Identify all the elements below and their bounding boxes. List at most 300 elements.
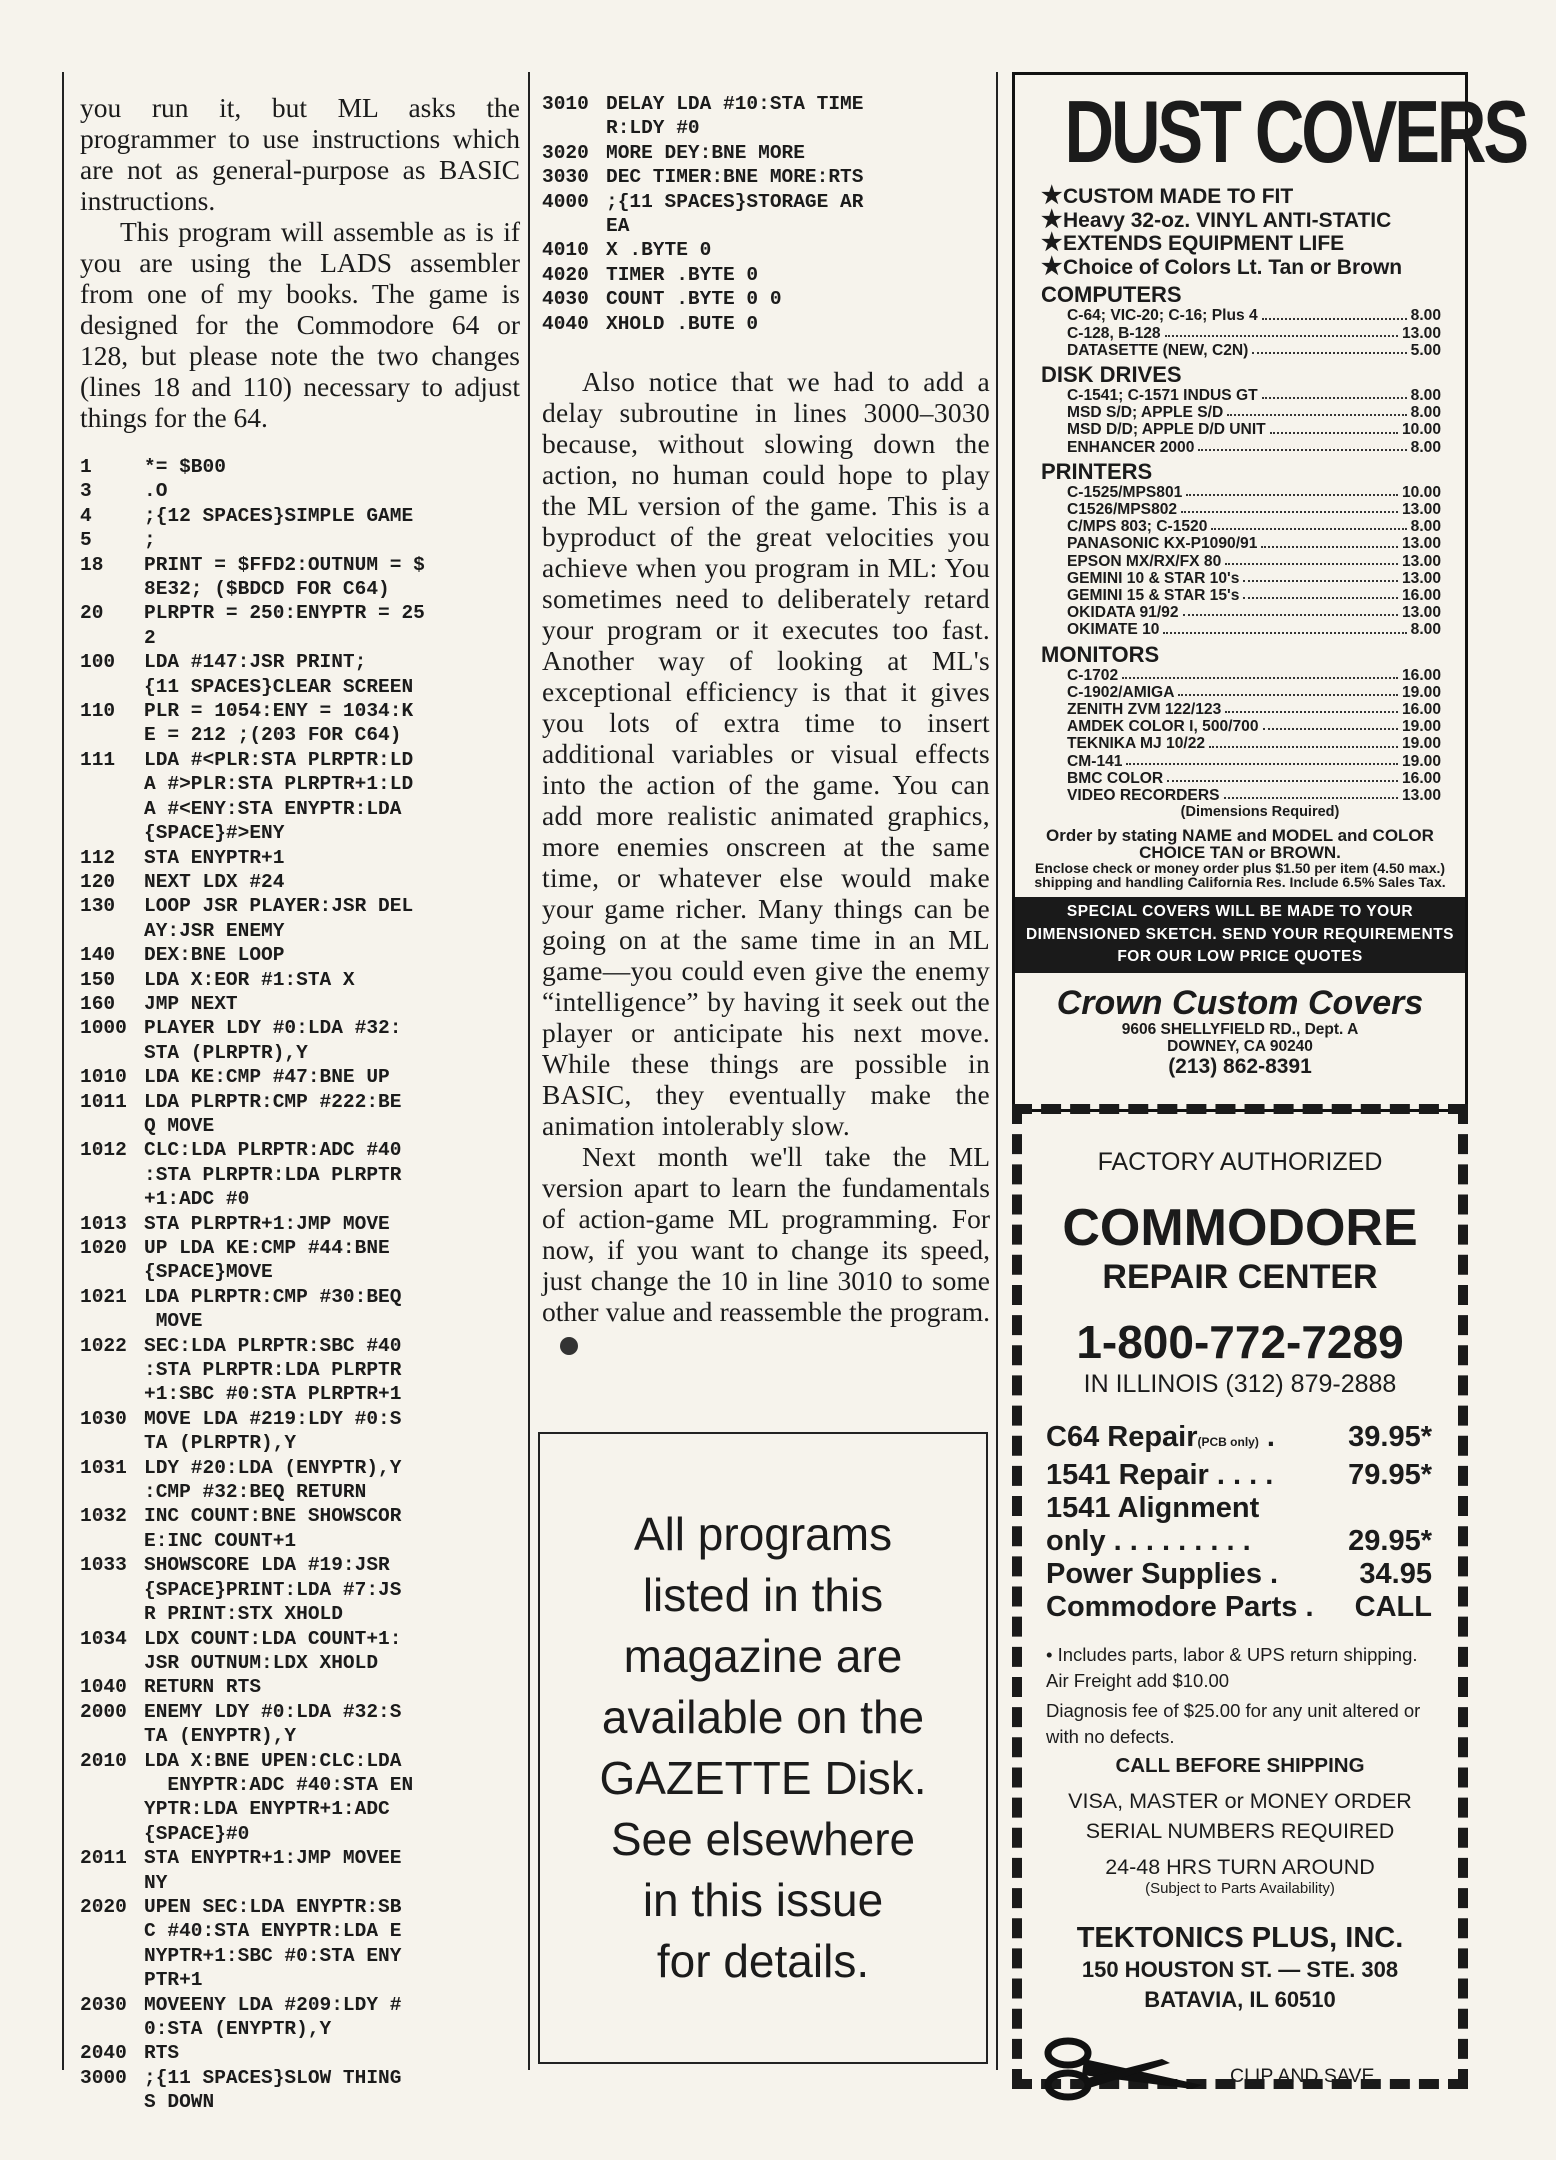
notice-line: magazine are bbox=[623, 1630, 903, 1682]
dot-leader bbox=[1167, 770, 1398, 782]
code-text: SEC:LDA PLRPTR:SBC #40 bbox=[144, 1334, 402, 1357]
item-name: MSD S/D; APPLE S/D bbox=[1067, 404, 1224, 422]
item-name: AMDEK COLOR I, 500/700 bbox=[1067, 718, 1259, 736]
paragraph: Also notice that we had to add a delay subroutine in lines 3000–3030 because, without slowing down the action, no human could hope to play the ML version of the game. This is a byproduct of the great velocities you achieve when you program in ML: You sometimes need to deliberately retard your program or it executes too fast. Another way of looking at ML's exceptional efficiency is that it gives you lots of extra time to insert additional variables or visual effects into the action of the game. You can add more realistic animated graphics, more enemies onscreen at the same time, or whatever else would make your game richer. Many things can be going on at the same time in an ML game—you could even give the enemy “intelligence” by having it seek out the player or anticipate his next move. While these things are possible in BASIC, they eventually make the animation intolerably slow. bbox=[542, 366, 990, 1142]
price-item bbox=[1067, 307, 1441, 324]
line-number: 120 bbox=[80, 870, 116, 893]
code-line bbox=[80, 1041, 520, 1065]
item-name: CM-141 bbox=[1067, 752, 1123, 770]
code-continuation: {11 SPACES}CLEAR SCREEN bbox=[144, 675, 414, 698]
price-item bbox=[1067, 439, 1441, 456]
factory-authorized: FACTORY AUTHORIZED bbox=[1097, 1148, 1383, 1176]
feature-text: EXTENDS EQUIPMENT LIFE bbox=[1063, 232, 1345, 256]
dot-leader bbox=[1225, 701, 1398, 713]
item-name: C-64; VIC-20; C-16; Plus 4 bbox=[1067, 307, 1258, 325]
code-line bbox=[80, 2017, 520, 2041]
code-line bbox=[80, 846, 520, 870]
line-number: 100 bbox=[80, 651, 116, 674]
dimensions-required: (Dimensions Required) bbox=[1180, 804, 1340, 821]
code-text: PLRPTR = 250:ENYPTR = 25 bbox=[144, 602, 425, 625]
code-text: UPEN SEC:LDA ENYPTR:SB bbox=[144, 1895, 402, 1918]
repair-label bbox=[1046, 1558, 1278, 1591]
line-number: 112 bbox=[80, 846, 116, 869]
ad-title: DUST COVERS bbox=[1064, 82, 1526, 181]
order-small-print: Enclose check or money order plus $1.50 per item (4.50 max.) shipping and handling California Res. Include 6.5% Sales Tax. bbox=[1034, 860, 1446, 891]
code-continuation: {SPACE}#>ENY bbox=[144, 822, 285, 845]
dot-leader bbox=[1209, 735, 1398, 747]
code-continuation: PTR+1 bbox=[144, 1969, 203, 1992]
line-number: 1030 bbox=[80, 1407, 127, 1430]
dot-leader bbox=[1227, 404, 1406, 416]
item-price: 13.00 bbox=[1401, 324, 1441, 342]
code-text: XHOLD .BUTE 0 bbox=[606, 312, 759, 335]
item-name: C-128, B-128 bbox=[1067, 324, 1161, 342]
dot-leader bbox=[1262, 307, 1407, 319]
code-line bbox=[80, 1285, 520, 1309]
code-continuation: JSR OUTNUM:LDX XHOLD bbox=[144, 1651, 379, 1674]
code-text: ;{11 SPACES}SLOW THING bbox=[144, 2066, 402, 2089]
line-number: 4030 bbox=[542, 288, 589, 311]
line-number: 5 bbox=[80, 529, 92, 552]
line-number: 3 bbox=[80, 480, 92, 503]
address-line: 9606 SHELLYFIELD RD., Dept. A bbox=[1121, 1020, 1359, 1038]
dot-leader bbox=[1243, 587, 1398, 599]
repair-name: only bbox=[1046, 1525, 1106, 1557]
code-line bbox=[80, 1651, 520, 1675]
code-continuation: :CMP #32:BEQ RETURN bbox=[144, 1481, 367, 1504]
code-continuation: ENYPTR:ADC #40:STA EN bbox=[144, 1773, 414, 1796]
payment-methods: VISA, MASTER or MONEY ORDER bbox=[1068, 1789, 1412, 1813]
includes-note: • Includes parts, labor & UPS return shipping. Air Freight add $10.00 bbox=[1046, 1644, 1418, 1691]
price-item bbox=[1067, 621, 1441, 638]
line-number: 2000 bbox=[80, 1700, 127, 1723]
dot-leader bbox=[1270, 421, 1398, 433]
repair-name: Commodore Parts bbox=[1046, 1591, 1298, 1623]
line-number: 1033 bbox=[80, 1554, 127, 1577]
code-line bbox=[80, 943, 520, 967]
code-line bbox=[80, 919, 520, 943]
item-price: 13.00 bbox=[1401, 787, 1441, 805]
price-section-heading: DISK DRIVES bbox=[1041, 361, 1182, 387]
column-rule-left bbox=[62, 72, 64, 2070]
price-item bbox=[1067, 518, 1441, 535]
line-number: 1 bbox=[80, 456, 92, 478]
code-line bbox=[542, 141, 990, 165]
code-line bbox=[542, 165, 990, 189]
clip-text: CLIP AND SAVE bbox=[1230, 2065, 1375, 2087]
code-line bbox=[80, 675, 520, 699]
end-of-article-icon bbox=[560, 1337, 578, 1355]
line-number: 110 bbox=[80, 700, 116, 723]
code-continuation: +1:ADC #0 bbox=[144, 1188, 250, 1211]
code-text: CLC:LDA PLRPTR:ADC #40 bbox=[144, 1139, 402, 1162]
item-price: 19.00 bbox=[1401, 735, 1441, 753]
item-price: 8.00 bbox=[1410, 518, 1441, 536]
code-continuation: C #40:STA ENYPTR:LDA E bbox=[144, 1920, 402, 1943]
repair-price: 29.95* bbox=[1348, 1525, 1432, 1557]
item-name: C-1702 bbox=[1067, 666, 1119, 684]
code-line bbox=[80, 1724, 520, 1748]
code-line bbox=[542, 92, 990, 116]
code-line bbox=[80, 2066, 520, 2090]
item-name: DATASETTE (NEW, C2N) bbox=[1067, 341, 1249, 359]
code-text: STA ENYPTR+1 bbox=[144, 846, 285, 869]
line-number: 3000 bbox=[80, 2066, 127, 2089]
code-line bbox=[542, 116, 990, 140]
code-line bbox=[80, 1993, 520, 2017]
code-line bbox=[542, 312, 990, 336]
code-text: ; bbox=[144, 529, 156, 552]
code-line bbox=[542, 214, 990, 238]
line-number: 1031 bbox=[80, 1456, 127, 1479]
line-number: 1040 bbox=[80, 1676, 127, 1699]
item-price: 16.00 bbox=[1401, 701, 1441, 719]
line-number: 4000 bbox=[542, 190, 589, 213]
code-line bbox=[80, 699, 520, 723]
code-text: LDA KE:CMP #47:BNE UP bbox=[144, 1066, 390, 1089]
dot-leader bbox=[1262, 387, 1407, 399]
paragraph: This program will assemble as is if you are using the LADS assembler from one of my books. The game is designed for the Commodore 64 or 128, but please note the two changes (lines 18 and 110) necessary to adjust things for the 64. bbox=[80, 216, 520, 433]
code-line bbox=[80, 1895, 520, 1919]
item-name: C-1541; C-1571 INDUS GT bbox=[1067, 386, 1258, 404]
line-number: 2011 bbox=[80, 1847, 127, 1870]
code-continuation: NY bbox=[144, 1871, 168, 1894]
code-continuation: STA (PLRPTR),Y bbox=[144, 1041, 308, 1064]
code-text: PRINT = $FFD2:OUTNUM = $ bbox=[144, 553, 425, 576]
code-text: ENEMY LDY #0:LDA #32:S bbox=[144, 1700, 402, 1723]
repair-price-row bbox=[1046, 1492, 1432, 1525]
code-line bbox=[80, 821, 520, 845]
dot-leader: . bbox=[1297, 1591, 1314, 1623]
code-line bbox=[80, 1431, 520, 1455]
code-text: STA ENYPTR+1:JMP MOVEE bbox=[144, 1847, 402, 1870]
code-text: ;{12 SPACES}SIMPLE GAME bbox=[144, 504, 414, 527]
line-number: 4040 bbox=[542, 312, 589, 335]
code-line bbox=[80, 1846, 520, 1870]
repair-price-row bbox=[1046, 1558, 1432, 1591]
price-item bbox=[1067, 684, 1441, 701]
repair-label bbox=[1046, 1492, 1259, 1525]
item-name: C/MPS 803; C-1520 bbox=[1067, 518, 1208, 536]
program-listing-part1 bbox=[80, 455, 520, 2115]
item-name: PANASONIC KX-P1090/91 bbox=[1067, 535, 1258, 553]
dot-leader: . bbox=[1261, 1558, 1279, 1590]
code-continuation: Q MOVE bbox=[144, 1114, 215, 1137]
code-text: DEC TIMER:BNE MORE:RTS bbox=[606, 166, 864, 189]
code-text: DEX:BNE LOOP bbox=[144, 944, 285, 967]
feature-text: CUSTOM MADE TO FIT bbox=[1063, 185, 1294, 208]
dot-leader bbox=[1183, 604, 1398, 616]
paragraph-text: Next month we'll take the ML version apart to learn the fundamentals of action-game ML programming. For now, if you want to change its speed, just change the 10 in line 3010 to some other value and reassemble the program. bbox=[542, 1141, 990, 1328]
code-line bbox=[80, 1163, 520, 1187]
item-name: OKIMATE 10 bbox=[1067, 621, 1160, 639]
code-text: INC COUNT:BNE SHOWSCOR bbox=[144, 1505, 402, 1528]
code-line bbox=[80, 968, 520, 992]
repair-price: CALL bbox=[1354, 1591, 1432, 1623]
item-price: 8.00 bbox=[1410, 307, 1441, 325]
price-item bbox=[1067, 387, 1441, 404]
line-number: 1020 bbox=[80, 1237, 127, 1259]
code-line bbox=[80, 1090, 520, 1114]
price-item bbox=[1067, 604, 1441, 621]
code-line bbox=[80, 1016, 520, 1040]
item-price: 13.00 bbox=[1401, 552, 1441, 570]
item-price: 19.00 bbox=[1401, 752, 1441, 770]
dot-leader bbox=[1198, 439, 1406, 451]
line-number: 111 bbox=[80, 748, 116, 771]
repair-price: 79.95* bbox=[1348, 1459, 1432, 1491]
price-item bbox=[1067, 667, 1441, 684]
price-item bbox=[1067, 753, 1441, 770]
scissors-icon bbox=[1042, 2031, 1212, 2111]
code-text: MORE DEY:BNE MORE bbox=[606, 141, 805, 164]
code-text: COUNT .BYTE 0 0 bbox=[606, 288, 782, 311]
item-name: MSD D/D; APPLE D/D UNIT bbox=[1067, 421, 1266, 439]
company-name: TEKTONICS PLUS, INC. bbox=[1076, 1922, 1404, 1954]
price-item bbox=[1067, 718, 1441, 735]
feature-text: Choice of Colors Lt. Tan or Brown bbox=[1063, 255, 1403, 279]
code-text: LOOP JSR PLAYER:JSR DEL bbox=[144, 895, 414, 918]
repair-name: 1541 Alignment bbox=[1046, 1492, 1260, 1524]
code-line bbox=[80, 992, 520, 1016]
code-continuation: {SPACE}MOVE bbox=[144, 1261, 273, 1284]
code-line bbox=[80, 1114, 520, 1138]
item-name: GEMINI 15 & STAR 15's bbox=[1067, 587, 1240, 605]
item-name: BMC COLOR bbox=[1067, 769, 1164, 787]
item-name: EPSON MX/RX/FX 80 bbox=[1067, 552, 1222, 570]
code-continuation: A #>PLR:STA PLRPTR+1:LD bbox=[144, 773, 414, 796]
repair-name: C64 Repair bbox=[1046, 1421, 1198, 1453]
line-number: 4020 bbox=[542, 263, 589, 286]
item-price: 13.00 bbox=[1401, 569, 1441, 587]
feature-item bbox=[1015, 252, 1465, 280]
item-price: 19.00 bbox=[1401, 683, 1441, 701]
code-line bbox=[80, 2090, 520, 2114]
program-listing-part2 bbox=[542, 92, 990, 336]
price-item bbox=[1067, 701, 1441, 718]
serial-required: SERIAL NUMBERS REQUIRED bbox=[1085, 1819, 1395, 1843]
code-continuation: R:LDY #0 bbox=[606, 117, 700, 140]
price-item bbox=[1067, 484, 1441, 501]
item-price: 8.00 bbox=[1410, 438, 1441, 456]
line-number: 1013 bbox=[80, 1212, 127, 1235]
dot-leader bbox=[1211, 518, 1406, 530]
line-number: 3020 bbox=[542, 141, 589, 164]
code-continuation: 8E32; ($BDCD FOR C64) bbox=[144, 578, 390, 601]
code-continuation: +1:SBC #0:STA PLRPTR+1 bbox=[144, 1383, 402, 1406]
code-line bbox=[80, 772, 520, 796]
code-text: LDA X:BNE UPEN:CLC:LDA bbox=[144, 1749, 402, 1772]
repair-label bbox=[1046, 1525, 1251, 1558]
illinois-phone: IN ILLINOIS (312) 879-2888 bbox=[1083, 1370, 1397, 1398]
line-number: 2010 bbox=[80, 1749, 127, 1772]
column-rule-middle bbox=[528, 72, 530, 2070]
notice-line: All programs bbox=[633, 1508, 893, 1560]
notice-line: available on the bbox=[601, 1691, 925, 1743]
code-line bbox=[80, 1553, 520, 1577]
code-line bbox=[80, 870, 520, 894]
code-text: JMP NEXT bbox=[144, 992, 238, 1015]
code-line bbox=[80, 577, 520, 601]
brand-name: COMMODORE bbox=[1062, 1199, 1418, 1257]
item-price: 16.00 bbox=[1401, 666, 1441, 684]
item-name: ZENITH ZVM 122/123 bbox=[1067, 701, 1222, 719]
paragraph bbox=[542, 1141, 990, 1358]
code-line bbox=[80, 650, 520, 674]
repair-price-row bbox=[1046, 1421, 1432, 1459]
code-text: ;{11 SPACES}STORAGE AR bbox=[606, 190, 864, 213]
code-line bbox=[80, 1968, 520, 1992]
line-number: 1034 bbox=[80, 1627, 127, 1650]
dot-leader bbox=[1181, 501, 1398, 513]
price-list bbox=[1015, 283, 1465, 804]
code-line bbox=[80, 601, 520, 625]
article-column-2 bbox=[542, 92, 990, 1358]
code-line bbox=[80, 748, 520, 772]
item-name: TEKNIKA MJ 10/22 bbox=[1067, 735, 1206, 753]
price-item bbox=[1067, 342, 1441, 359]
dot-leader bbox=[1163, 621, 1406, 633]
code-line bbox=[80, 1822, 520, 1846]
repair-label bbox=[1046, 1591, 1314, 1624]
code-line bbox=[542, 263, 990, 287]
code-continuation: 2 bbox=[144, 626, 156, 649]
code-text: LDA #147:JSR PRINT; bbox=[144, 651, 367, 674]
code-line bbox=[80, 1749, 520, 1773]
code-line bbox=[80, 1529, 520, 1553]
repair-price-list bbox=[1046, 1421, 1432, 1624]
code-line bbox=[80, 1309, 520, 1333]
notice-line: GAZETTE Disk. bbox=[599, 1752, 927, 1804]
dot-leader bbox=[1186, 484, 1398, 496]
code-line bbox=[80, 2041, 520, 2065]
code-continuation: E:INC COUNT+1 bbox=[144, 1529, 297, 1552]
code-continuation: NYPTR+1:SBC #0:STA ENY bbox=[144, 1944, 402, 1967]
item-price: 16.00 bbox=[1401, 587, 1441, 605]
feature-text: Heavy 32-oz. VINYL ANTI-STATIC bbox=[1063, 208, 1392, 232]
code-line bbox=[80, 1797, 520, 1821]
code-line bbox=[80, 1236, 520, 1260]
code-line bbox=[80, 1871, 520, 1895]
item-price: 19.00 bbox=[1401, 718, 1441, 736]
notice-line: for details. bbox=[656, 1935, 870, 1987]
code-line bbox=[80, 1480, 520, 1504]
line-number: 3010 bbox=[542, 93, 589, 115]
code-continuation: :STA PLRPTR:LDA PLRPTR bbox=[144, 1359, 402, 1382]
star-icon: ★ bbox=[1041, 252, 1063, 280]
special-covers-banner: SPECIAL COVERS WILL BE MADE TO YOUR DIMENSIONED SKETCH. SEND YOUR REQUIREMENTS FOR OUR LOW PRICE QUOTES bbox=[1015, 897, 1465, 973]
line-number: 20 bbox=[80, 602, 104, 625]
article-text-col1 bbox=[80, 92, 520, 433]
code-continuation: R PRINT:STX XHOLD bbox=[144, 1603, 343, 1626]
item-name: C1526/MPS802 bbox=[1067, 501, 1178, 518]
code-text: *= $B00 bbox=[144, 456, 226, 478]
repair-note: (PCB only) bbox=[1197, 1435, 1259, 1449]
code-line bbox=[80, 1382, 520, 1406]
availability-note: (Subject to Parts Availability) bbox=[1145, 1880, 1335, 1897]
item-name: C-1525/MPS801 bbox=[1067, 483, 1183, 501]
notice-line: listed in this bbox=[642, 1569, 884, 1621]
code-line bbox=[80, 723, 520, 747]
notice-line: See elsewhere bbox=[610, 1813, 916, 1865]
code-line bbox=[80, 1187, 520, 1211]
code-line bbox=[80, 553, 520, 577]
price-item bbox=[1067, 404, 1441, 421]
code-line bbox=[80, 1212, 520, 1236]
price-item bbox=[1067, 553, 1441, 570]
line-number: 1010 bbox=[80, 1066, 127, 1089]
code-line bbox=[80, 1602, 520, 1626]
paragraph: you run it, but ML asks the programmer to use instructions which are not as general-purpose as BASIC instructions. bbox=[80, 92, 520, 216]
code-line bbox=[80, 479, 520, 503]
code-line bbox=[80, 1919, 520, 1943]
price-item bbox=[1067, 587, 1441, 604]
diagnosis-note: Diagnosis fee of $25.00 for any unit altered or with no defects. bbox=[1046, 1700, 1421, 1747]
code-text: SHOWSCORE LDA #19:JSR bbox=[144, 1554, 390, 1577]
dot-leader: . . . . bbox=[1208, 1459, 1274, 1491]
city-address: BATAVIA, IL 60510 bbox=[1144, 1987, 1336, 2012]
line-number: 18 bbox=[80, 553, 104, 576]
repair-name: Power Supplies bbox=[1046, 1558, 1262, 1590]
dust-covers-ad bbox=[1012, 72, 1526, 1112]
item-price: 13.00 bbox=[1401, 501, 1441, 518]
item-price: 8.00 bbox=[1410, 621, 1441, 639]
clip-and-save bbox=[1022, 2025, 1458, 2105]
item-price: 8.00 bbox=[1410, 386, 1441, 404]
price-section-heading: PRINTERS bbox=[1041, 458, 1153, 484]
item-name: VIDEO RECORDERS bbox=[1067, 787, 1220, 805]
repair-price: 34.95 bbox=[1359, 1558, 1432, 1590]
line-number: 130 bbox=[80, 895, 116, 918]
code-text: TIMER .BYTE 0 bbox=[606, 263, 759, 286]
price-section-heading: COMPUTERS bbox=[1041, 282, 1182, 308]
code-text: X .BYTE 0 bbox=[606, 239, 712, 262]
feature-item bbox=[1015, 182, 1465, 209]
code-text: .O bbox=[144, 480, 168, 503]
code-continuation: TA (PLRPTR),Y bbox=[144, 1432, 297, 1455]
code-line bbox=[80, 1504, 520, 1528]
price-section-heading: MONITORS bbox=[1041, 641, 1160, 667]
item-name: OKIDATA 91/92 bbox=[1067, 604, 1179, 622]
code-continuation: {SPACE}PRINT:LDA #7:JS bbox=[144, 1578, 402, 1601]
code-text: LDA X:EOR #1:STA X bbox=[144, 968, 355, 991]
code-line bbox=[80, 504, 520, 528]
price-item bbox=[1067, 535, 1441, 552]
company-name: Crown Custom Covers bbox=[1056, 983, 1424, 1022]
dot-leader bbox=[1122, 667, 1398, 679]
star-icon: ★ bbox=[1041, 205, 1063, 233]
line-number: 1012 bbox=[80, 1139, 127, 1162]
repair-label bbox=[1046, 1459, 1273, 1492]
code-text: LDY #20:LDA (ENYPTR),Y bbox=[144, 1456, 402, 1479]
code-line bbox=[80, 1138, 520, 1162]
dot-leader: . bbox=[1258, 1421, 1275, 1453]
code-continuation: :STA PLRPTR:LDA PLRPTR bbox=[144, 1163, 402, 1186]
code-line bbox=[80, 1260, 520, 1284]
line-number: 140 bbox=[80, 944, 116, 967]
dot-leader bbox=[1224, 787, 1398, 799]
code-line bbox=[542, 238, 990, 262]
line-number: 150 bbox=[80, 968, 116, 991]
code-continuation: 0:STA (ENYPTR),Y bbox=[144, 2018, 332, 2040]
code-continuation: TA (ENYPTR),Y bbox=[144, 1725, 297, 1748]
street-address: 150 HOUSTON ST. — STE. 308 bbox=[1081, 1957, 1399, 1982]
code-text: MOVEENY LDA #209:LDY # bbox=[144, 1993, 402, 2016]
code-line bbox=[80, 1358, 520, 1382]
code-continuation: A #<ENY:STA ENYPTR:LDA bbox=[144, 797, 402, 820]
feature-item bbox=[1015, 205, 1465, 233]
column-rule-right bbox=[996, 72, 998, 2070]
